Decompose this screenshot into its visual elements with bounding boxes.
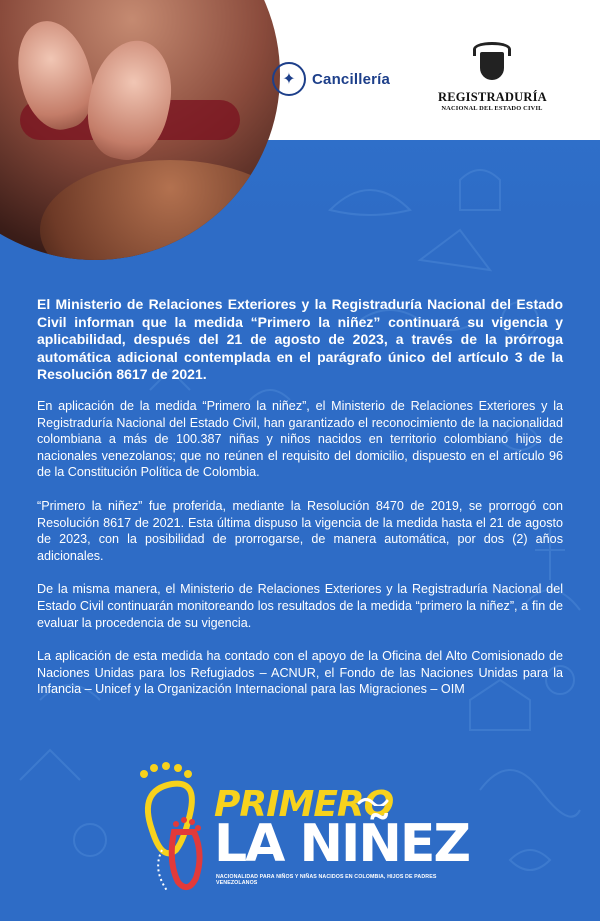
body-paragraph: La aplicación de esta medida ha contado con el apoyo de la Oficina del Alto Comisionado de Naciones Unidas para los Refugiados – ACNUR, el Fondo de las Naciones Unidas para la Infancia – Unicef y la Organización Internacional para las Migraciones – OIM <box>37 649 563 697</box>
registraduria-subtitle: NACIONAL DEL ESTADO CIVIL <box>441 105 543 112</box>
registraduria-crest-icon <box>469 42 515 88</box>
colombia-seal-icon: ✦ <box>272 62 306 96</box>
brand-word-primero: PRIMERO <box>214 784 394 825</box>
primero-la-ninez-logo <box>132 760 472 900</box>
lead-paragraph: El Ministerio de Relaciones Exteriores y la Registraduría Nacional del Estado Civil informan que la medida “Primero la niñez” continuará su vigencia y aplicabilidad, después del 21 de agosto de 2023, a través de la prórroga automática adicional contemplada en el parágrafo único del artículo 3 de la Resolución 8617 de 2021. <box>37 296 563 383</box>
registraduria-logo <box>438 42 546 112</box>
brand-tagline: NACIONALIDAD PARA NIÑOS Y NIÑAS NACIDOS EN COLOMBIA, HIJOS DE PADRES VENEZOLANOS <box>216 874 437 886</box>
cancilleria-logo <box>272 62 390 96</box>
tilde-icon <box>357 796 389 806</box>
body-paragraph: En aplicación de la medida “Primero la niñez”, el Ministerio de Relaciones Exteriores y la Registraduría Nacional del Estado Civil, han garantizado el reconocimiento de la nacionalidad colombiana a más de 100.387 niñas y niños nacidos en territorio colombiano hijos de nacionales venezolanos; que no reúnen el requisito del domicilio, dispuesto en el artículo 96 de la Constitución Política de Colombia. <box>37 398 563 480</box>
registraduria-title: REGISTRADURÍA <box>438 90 547 104</box>
article-body <box>37 296 563 715</box>
brand-word-la-ninez: LA NIÑEZ <box>214 814 470 874</box>
body-paragraph: “Primero la niñez” fue proferida, mediante la Resolución 8470 de 2019, se prorrogó con Resolución 8617 de 2021. Esta última dispuso la vigencia de la medida hasta el 21 de agosto de 2023, con la posibilidad de prorrogarse, de manera automática, por dos (2) años adicionales. <box>37 498 563 563</box>
footprint-icon <box>132 760 212 900</box>
baby-feet-photo <box>0 0 280 260</box>
body-paragraph: De la misma manera, el Ministerio de Relaciones Exteriores y la Registraduría Nacional del Estado Civil continuarán monitoreando los resultados de la medida “primero la niñez”, a fin de evaluar la procedencia de su vigencia. <box>37 582 563 630</box>
cancilleria-name: Cancillería <box>312 70 391 88</box>
